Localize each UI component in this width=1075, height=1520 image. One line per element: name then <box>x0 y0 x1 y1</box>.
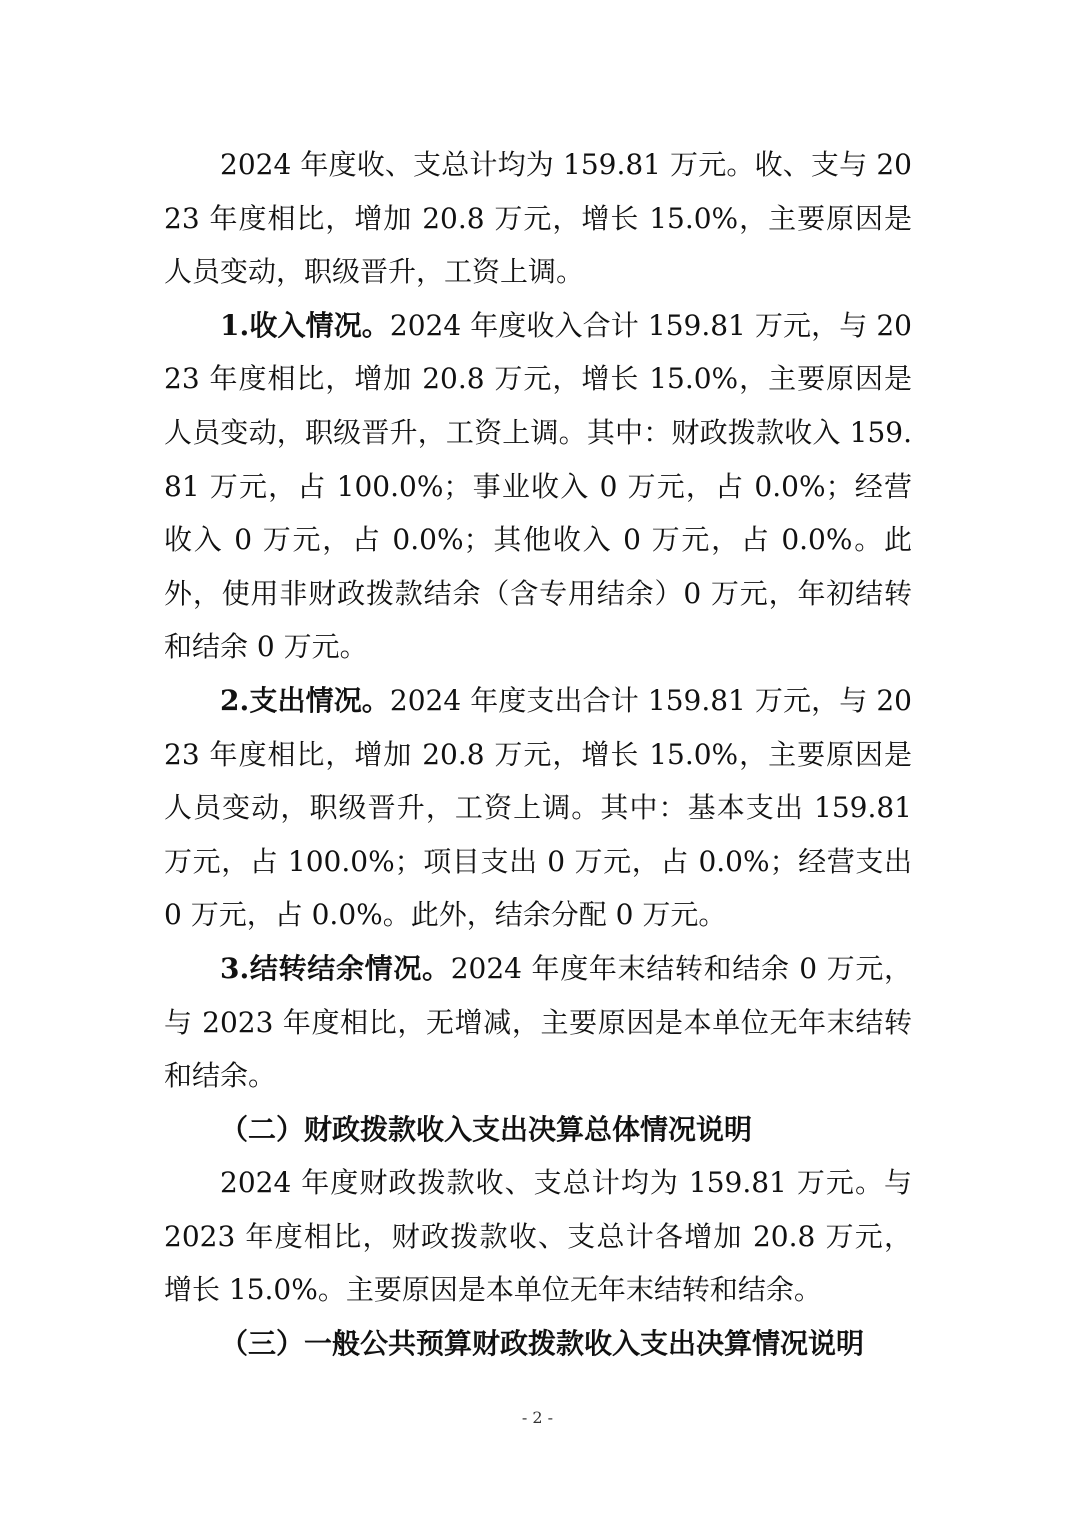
summary-paragraph: 2024 年度收、支总计均为 159.81 万元。收、支与 2023 年度相比，增加 20.8 万元，增长 15.0%，主要原因是人员变动，职级晋升，工资上调。 <box>164 148 912 289</box>
expenditure-paragraph <box>164 674 912 942</box>
carryover-paragraph <box>164 942 912 1103</box>
carryover-lead: 3.结转结余情况。 <box>220 951 451 985</box>
section-three-heading: （三）一般公共预算财政拨款收入支出决算情况说明 <box>220 1327 865 1361</box>
income-lead: 1.收入情况。 <box>220 308 390 342</box>
carryover-body: 2024 年度年末结转和结余 0 万元，与 2023 年度相比，无增减，主要原因是本单位无年末结转和结余。 <box>164 951 912 1093</box>
income-paragraph <box>164 299 912 674</box>
expenditure-lead: 2.支出情况。 <box>220 683 390 717</box>
income-body: 2024 年度收入合计 159.81 万元，与 2023 年度相比，增加 20.8 万元，增长 15.0%，主要原因是人员变动，职级晋升，工资上调。其中：财政拨款收入 159.81 万元，占 100.0%；事业收入 0 万元，占 0.0%；经营收入 0 万元，占 0.0%；其他收入 0 万元，占 0.0%。此外，使用非财政拨款结余（含专用结余）0 万元，年初结转和结余 0 万元。 <box>164 308 912 664</box>
section-two-heading: （二）财政拨款收入支出决算总体情况说明 <box>220 1112 753 1146</box>
document-page <box>164 138 912 1371</box>
expenditure-body: 2024 年度支出合计 159.81 万元，与 2023 年度相比，增加 20.8 万元，增长 15.0%，主要原因是人员变动，职级晋升，工资上调。其中：基本支出 159.81 万元，占 100.0%；项目支出 0 万元，占 0.0%；经营支出 0 万元，占 0.0%。此外，结余分配 0 万元。 <box>164 683 912 932</box>
page-number: - 2 - <box>521 1408 554 1427</box>
section-two-paragraph: 2024 年度财政拨款收、支总计均为 159.81 万元。与 2023 年度相比，财政拨款收、支总计各增加 20.8 万元，增长 15.0%。主要原因是本单位无年末结转和结余。 <box>164 1166 912 1307</box>
